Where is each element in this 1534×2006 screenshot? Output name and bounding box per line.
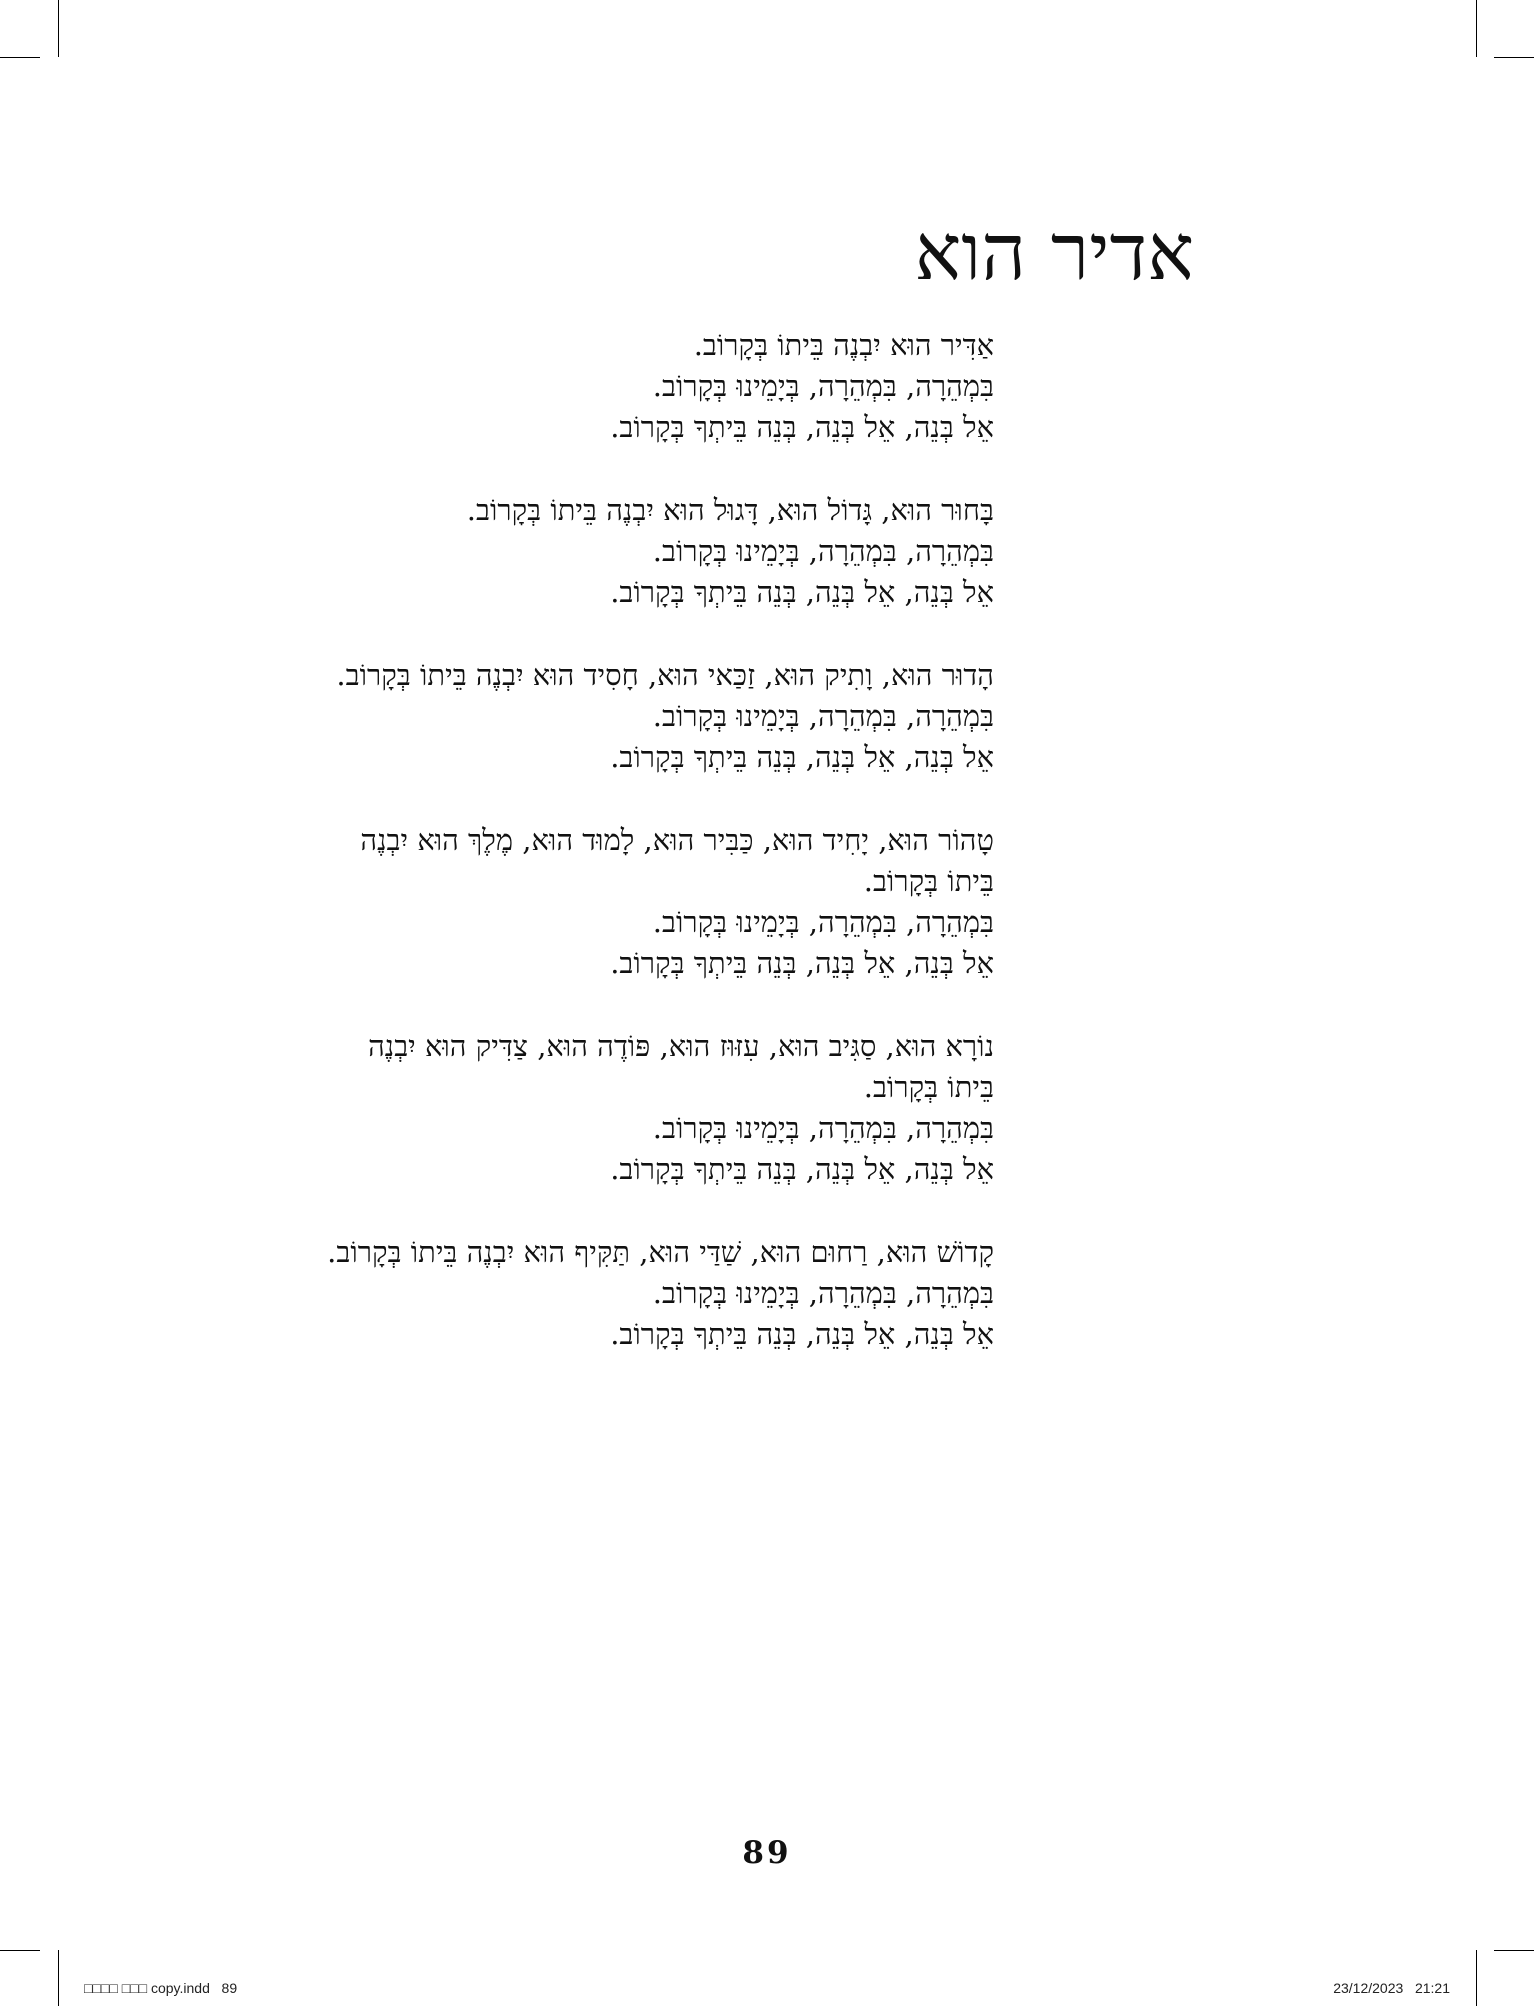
stanza	[154, 1026, 994, 1190]
poem-line: אֵל בְּנֵה, אֵל בְּנֵה, בְּנֵה בֵּיתְךָ בְּקָרוֹב.	[610, 575, 994, 609]
poem-body	[154, 325, 994, 1397]
poem-line: בִּמְהֵרָה, בִּמְהֵרָה, בְּיָמֵינוּ בְּקָרוֹב.	[652, 1276, 994, 1310]
poem-line: טָהוֹר הוּא, יָחִיד הוּא, כַּבִּיר הוּא, לָמוּד הוּא, מֶלֶךְ הוּא יִבְנֶה	[360, 823, 994, 857]
poem-line: בֵּיתוֹ בְּקָרוֹב.	[863, 1070, 994, 1104]
poem-line: בִּמְהֵרָה, בִּמְהֵרָה, בְּיָמֵינוּ בְּקָרוֹב.	[652, 905, 994, 939]
poem-line: בָּחוּר הוּא, גָּדוֹל הוּא, דָּגוּל הוּא יִבְנֶה בֵּיתוֹ בְּקָרוֹב.	[466, 493, 994, 527]
crop-mark-top-right-horizontal	[1494, 57, 1534, 58]
crop-mark-bottom-left-horizontal	[0, 1950, 40, 1951]
stanza	[154, 1232, 994, 1355]
crop-mark-top-right-vertical	[1476, 0, 1477, 57]
slug-filename: □□□□ □□□ copy.indd 89	[84, 1980, 238, 1996]
poem-line: אֵל בְּנֵה, אֵל בְּנֵה, בְּנֵה בֵּיתְךָ בְּקָרוֹב.	[610, 410, 994, 444]
poem-line: בִּמְהֵרָה, בִּמְהֵרָה, בְּיָמֵינוּ בְּקָרוֹב.	[652, 699, 994, 733]
poem-line: הָדוּר הוּא, וָתִיק הוּא, זַכַּאי הוּא, חָסִיד הוּא יִבְנֶה בֵּיתוֹ בְּקָרוֹב.	[336, 658, 994, 692]
stanza	[154, 820, 994, 984]
stanza	[154, 655, 994, 778]
poem-line: בֵּיתוֹ בְּקָרוֹב.	[863, 864, 994, 898]
poem-line: אֵל בְּנֵה, אֵל בְּנֵה, בְּנֵה בֵּיתְךָ בְּקָרוֹב.	[610, 1152, 994, 1186]
poem-line: אֵל בְּנֵה, אֵל בְּנֵה, בְּנֵה בֵּיתְךָ בְּקָרוֹב.	[610, 1317, 994, 1351]
crop-mark-bottom-right-vertical	[1476, 1950, 1477, 2006]
crop-mark-top-left-vertical	[58, 0, 59, 57]
poem-line: נוֹרָא הוּא, סַגִּיב הוּא, עִזּוּז הוּא, פּוֹדֶה הוּא, צַדִּיק הוּא יִבְנֶה	[368, 1029, 994, 1063]
stanza	[154, 490, 994, 613]
poem-line: אֵל בְּנֵה, אֵל בְּנֵה, בְּנֵה בֵּיתְךָ בְּקָרוֹב.	[610, 946, 994, 980]
crop-mark-top-left-horizontal	[0, 57, 40, 58]
poem-line: בִּמְהֵרָה, בִּמְהֵרָה, בְּיָמֵינוּ בְּקָרוֹב.	[652, 369, 994, 403]
poem-line: בִּמְהֵרָה, בִּמְהֵרָה, בְּיָמֵינוּ בְּקָרוֹב.	[652, 1111, 994, 1145]
page-number: 89	[742, 1835, 792, 1871]
poem-line: בִּמְהֵרָה, בִּמְהֵרָה, בְּיָמֵינוּ בְּקָרוֹב.	[652, 534, 994, 568]
poem-line: אַדִּיר הוּא יִבְנֶה בֵּיתוֹ בְּקָרוֹב.	[693, 328, 994, 362]
crop-mark-bottom-right-horizontal	[1494, 1950, 1534, 1951]
page-title: אדיר הוא	[914, 208, 1194, 298]
poem-line: קָדוֹשׁ הוּא, רַחוּם הוּא, שַׁדַּי הוּא, תַּקִּיף הוּא יִבְנֶה בֵּיתוֹ בְּקָרוֹב.	[327, 1235, 994, 1269]
slug-datetime: 23/12/2023 21:21	[1333, 1980, 1450, 1996]
poem-line: אֵל בְּנֵה, אֵל בְּנֵה, בְּנֵה בֵּיתְךָ בְּקָרוֹב.	[610, 740, 994, 774]
stanza	[154, 325, 994, 448]
crop-mark-bottom-left-vertical	[58, 1950, 59, 2006]
